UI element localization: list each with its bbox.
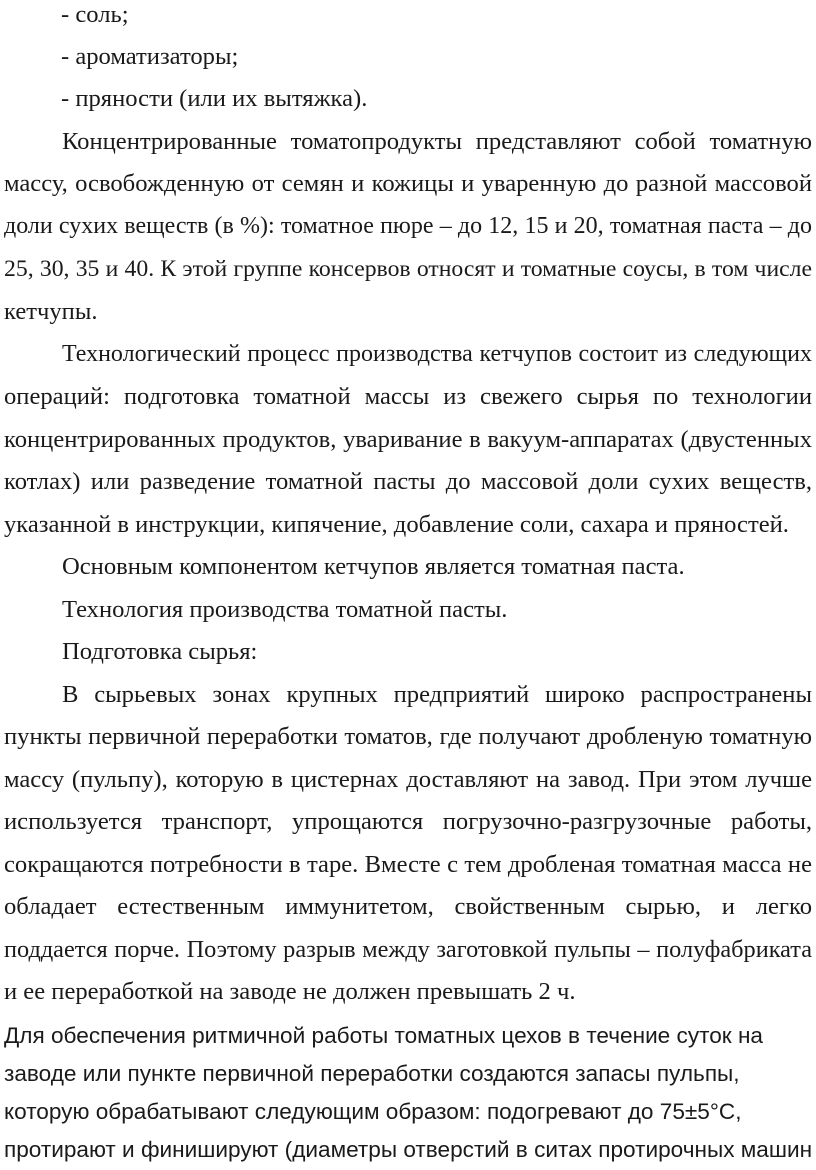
paragraph-6-line-5: сокращаются потребности в таре. Вместе с тем дробленая томатная масса не [4, 851, 812, 878]
paragraph-7-line-4: протирают и финишируют (диаметры отверстий в ситах протирочных машин [4, 1137, 813, 1162]
paragraph-7-line-1: Для обеспечения ритмичной работы томатных цехов в течение суток на [4, 1023, 763, 1048]
paragraph-1-line-4: 25, 30, 35 и 40. К этой группе консервов относят и томатные соусы, в том числе [4, 256, 812, 282]
paragraph-6-line-1: В сырьевых зонах крупных предприятий широко распространены [62, 681, 812, 708]
paragraph-2-line-1: Технологический процесс производства кетчупов состоит из следующих [62, 341, 812, 367]
paragraph-6-line-4: используется транспорт, упрощаются погрузочно-разгрузочные работы, [4, 808, 812, 835]
paragraph-3: Основным компонентом кетчупов является томатная паста. [62, 553, 685, 580]
list-item-salt: - соль; [61, 1, 129, 28]
paragraph-4: Технология производства томатной пасты. [62, 596, 508, 623]
paragraph-6-line-6: обладает естественным иммунитетом, свойственным сырью, и легко [4, 893, 812, 920]
paragraph-2-line-2: операций: подготовка томатной массы из свежего сырья по технологии [4, 383, 812, 410]
paragraph-2-line-3: концентрированных продуктов, уваривание в вакуум-аппаратах (двустенных [4, 426, 812, 453]
paragraph-1-line-3: доли сухих веществ (в %): томатное пюре – до 12, 15 и 20, томатная паста – до [4, 213, 812, 239]
paragraph-6-line-8: и ее переработкой на заводе не должен превышать 2 ч. [4, 978, 576, 1005]
paragraph-1-line-5: кетчупы. [4, 298, 98, 325]
paragraph-6-line-3: массу (пульпу), которую в цистернах доставляют на завод. При этом лучше [4, 766, 812, 793]
paragraph-2-line-5: указанной в инструкции, кипячение, добавление соли, сахара и пряностей. [4, 511, 789, 538]
list-item-spices: - пряности (или их вытяжка). [61, 85, 368, 112]
paragraph-6-line-2: пункты первичной переработки томатов, где получают дробленую томатную [4, 723, 812, 750]
paragraph-1-line-2: массу, освобожденную от семян и кожицы и уваренную до разной массовой [4, 170, 812, 197]
list-item-flavorings: - ароматизаторы; [61, 43, 239, 70]
paragraph-7-line-3: которую обрабатывают следующим образом: подогревают до 75±5°С, [4, 1099, 742, 1124]
paragraph-6-line-7: поддается порче. Поэтому разрыв между заготовкой пульпы – полуфабриката [4, 936, 812, 963]
paragraph-1-line-1: Концентрированные томатопродукты представляют собой томатную [62, 128, 812, 155]
paragraph-2-line-4: котлах) или разведение томатной пасты до массовой доли сухих веществ, [4, 468, 812, 495]
paragraph-5: Подготовка сырья: [62, 638, 258, 665]
paragraph-7-line-2: заводе или пункте первичной переработки создаются запасы пульпы, [4, 1061, 740, 1086]
